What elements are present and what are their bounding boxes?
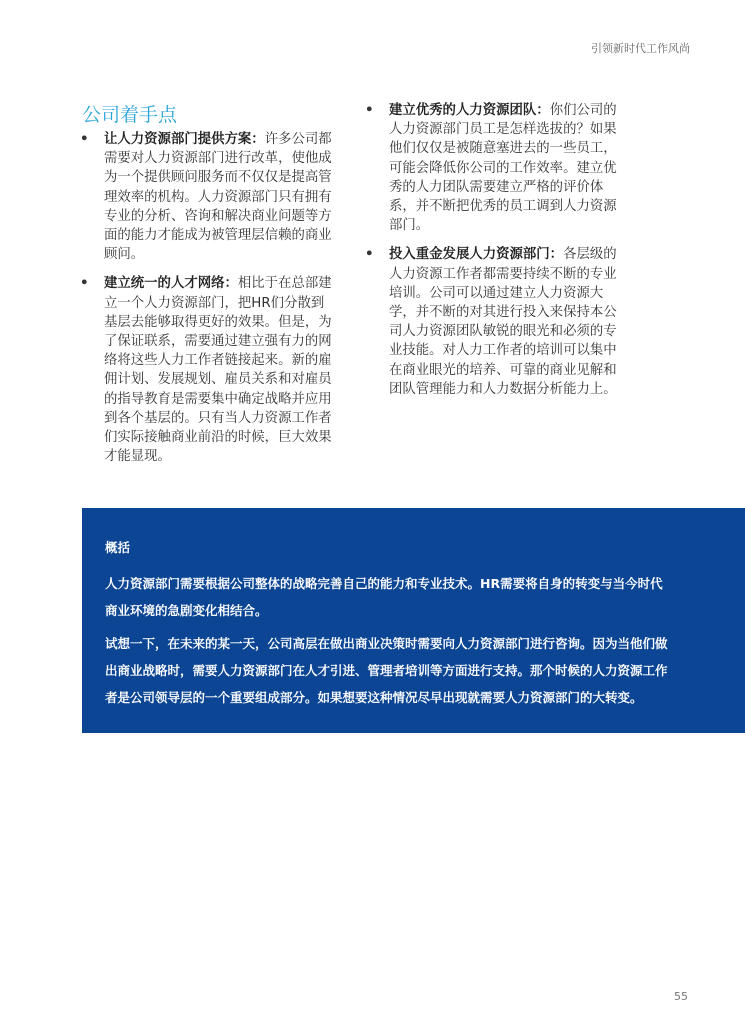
bullet-item	[82, 130, 352, 264]
bullet-text: 相比于在总部建 立一个人力资源部门，把HR们分散到 基层去能够取得更好的效果。但是，为 了保证联系，需要通过建立强有力的网 络将这些人力工作者链接起来。新的雇 佣计划、发展规划、雇员关系和对雇员 的指导教育是需要集中确定战略并应用 到各个基层的。只有当人力资源工作者 们实际接触商业前沿的时候，巨大效果 才能显现。	[104, 276, 332, 465]
summary-paragraph: 人力资源部门需要根据公司整体的战略完善自己的能力和专业技术。HR需要将自身的转变与当今时代 商业环境的急剧变化相结合。	[105, 576, 663, 618]
right-column	[367, 101, 637, 409]
bullet-label: 投入重金发展人力资源部门：	[389, 247, 564, 263]
bullet-text: 你们公司的 人力资源部门员工是怎样选拔的？如果 他们仅仅是被随意塞进去的一些员工， 可能会降低你公司的工作效率。建立优 秀的人力团队需要建立严格的评价体 系，并不断把优秀的员工调到人力资源 部门。	[389, 103, 617, 234]
bullet-item	[367, 101, 637, 235]
bullet-label: 建立优秀的人力资源团队：	[389, 103, 550, 118]
summary-heading: 概括	[105, 540, 131, 555]
bullet-item	[82, 274, 352, 466]
running-header: 引领新时代工作风尚	[591, 42, 690, 55]
summary-box	[82, 508, 745, 733]
bullet-text: 各层级的 人力资源工作者都需要持续不断的专业 培训。公司可以通过建立人力资源大 学，并不断的对其进行投入来保持本公 司人力资源团队敏锐的眼光和必须的专 业技能。对人力工作者的培训可以集中 在商业眼光的培养、可靠的商业见解和 团队管理能力和人力数据分析能力上。	[389, 247, 617, 397]
bullet-text: 许多公司都 需要对人力资源部门进行改革，使他成 为一个提供顾问服务而不仅仅是提高管 理效率的机构。人力资源部门只有拥有 专业的分析、咨询和解决商业问题等方 面的能力才能成为被管理层信赖的商业 顾问。	[104, 132, 332, 263]
bullet-icon: •	[365, 103, 374, 118]
left-column	[82, 130, 352, 476]
page-number: 55	[674, 990, 688, 1003]
bullet-icon: •	[365, 247, 374, 263]
bullet-icon: •	[80, 132, 89, 147]
bullet-icon: •	[80, 276, 89, 292]
bullet-label: 建立统一的人才网络：	[104, 276, 238, 292]
section-title: 公司着手点	[82, 104, 178, 126]
bullet-item	[367, 245, 637, 399]
summary-paragraph: 试想一下，在未来的某一天，公司高层在做出商业决策时需要向人力资源部门进行咨询。因为当他们做 出商业战略时，需要人力资源部门在人才引进、管理者培训等方面进行支持。那个时候的人力资源工作 者是公司领导层的一个重要组成部分。如果想要这种情况尽早出现就需要人力资源部门的大转变。	[105, 636, 668, 705]
bullet-label: 让人力资源部门提供方案：	[104, 132, 265, 147]
